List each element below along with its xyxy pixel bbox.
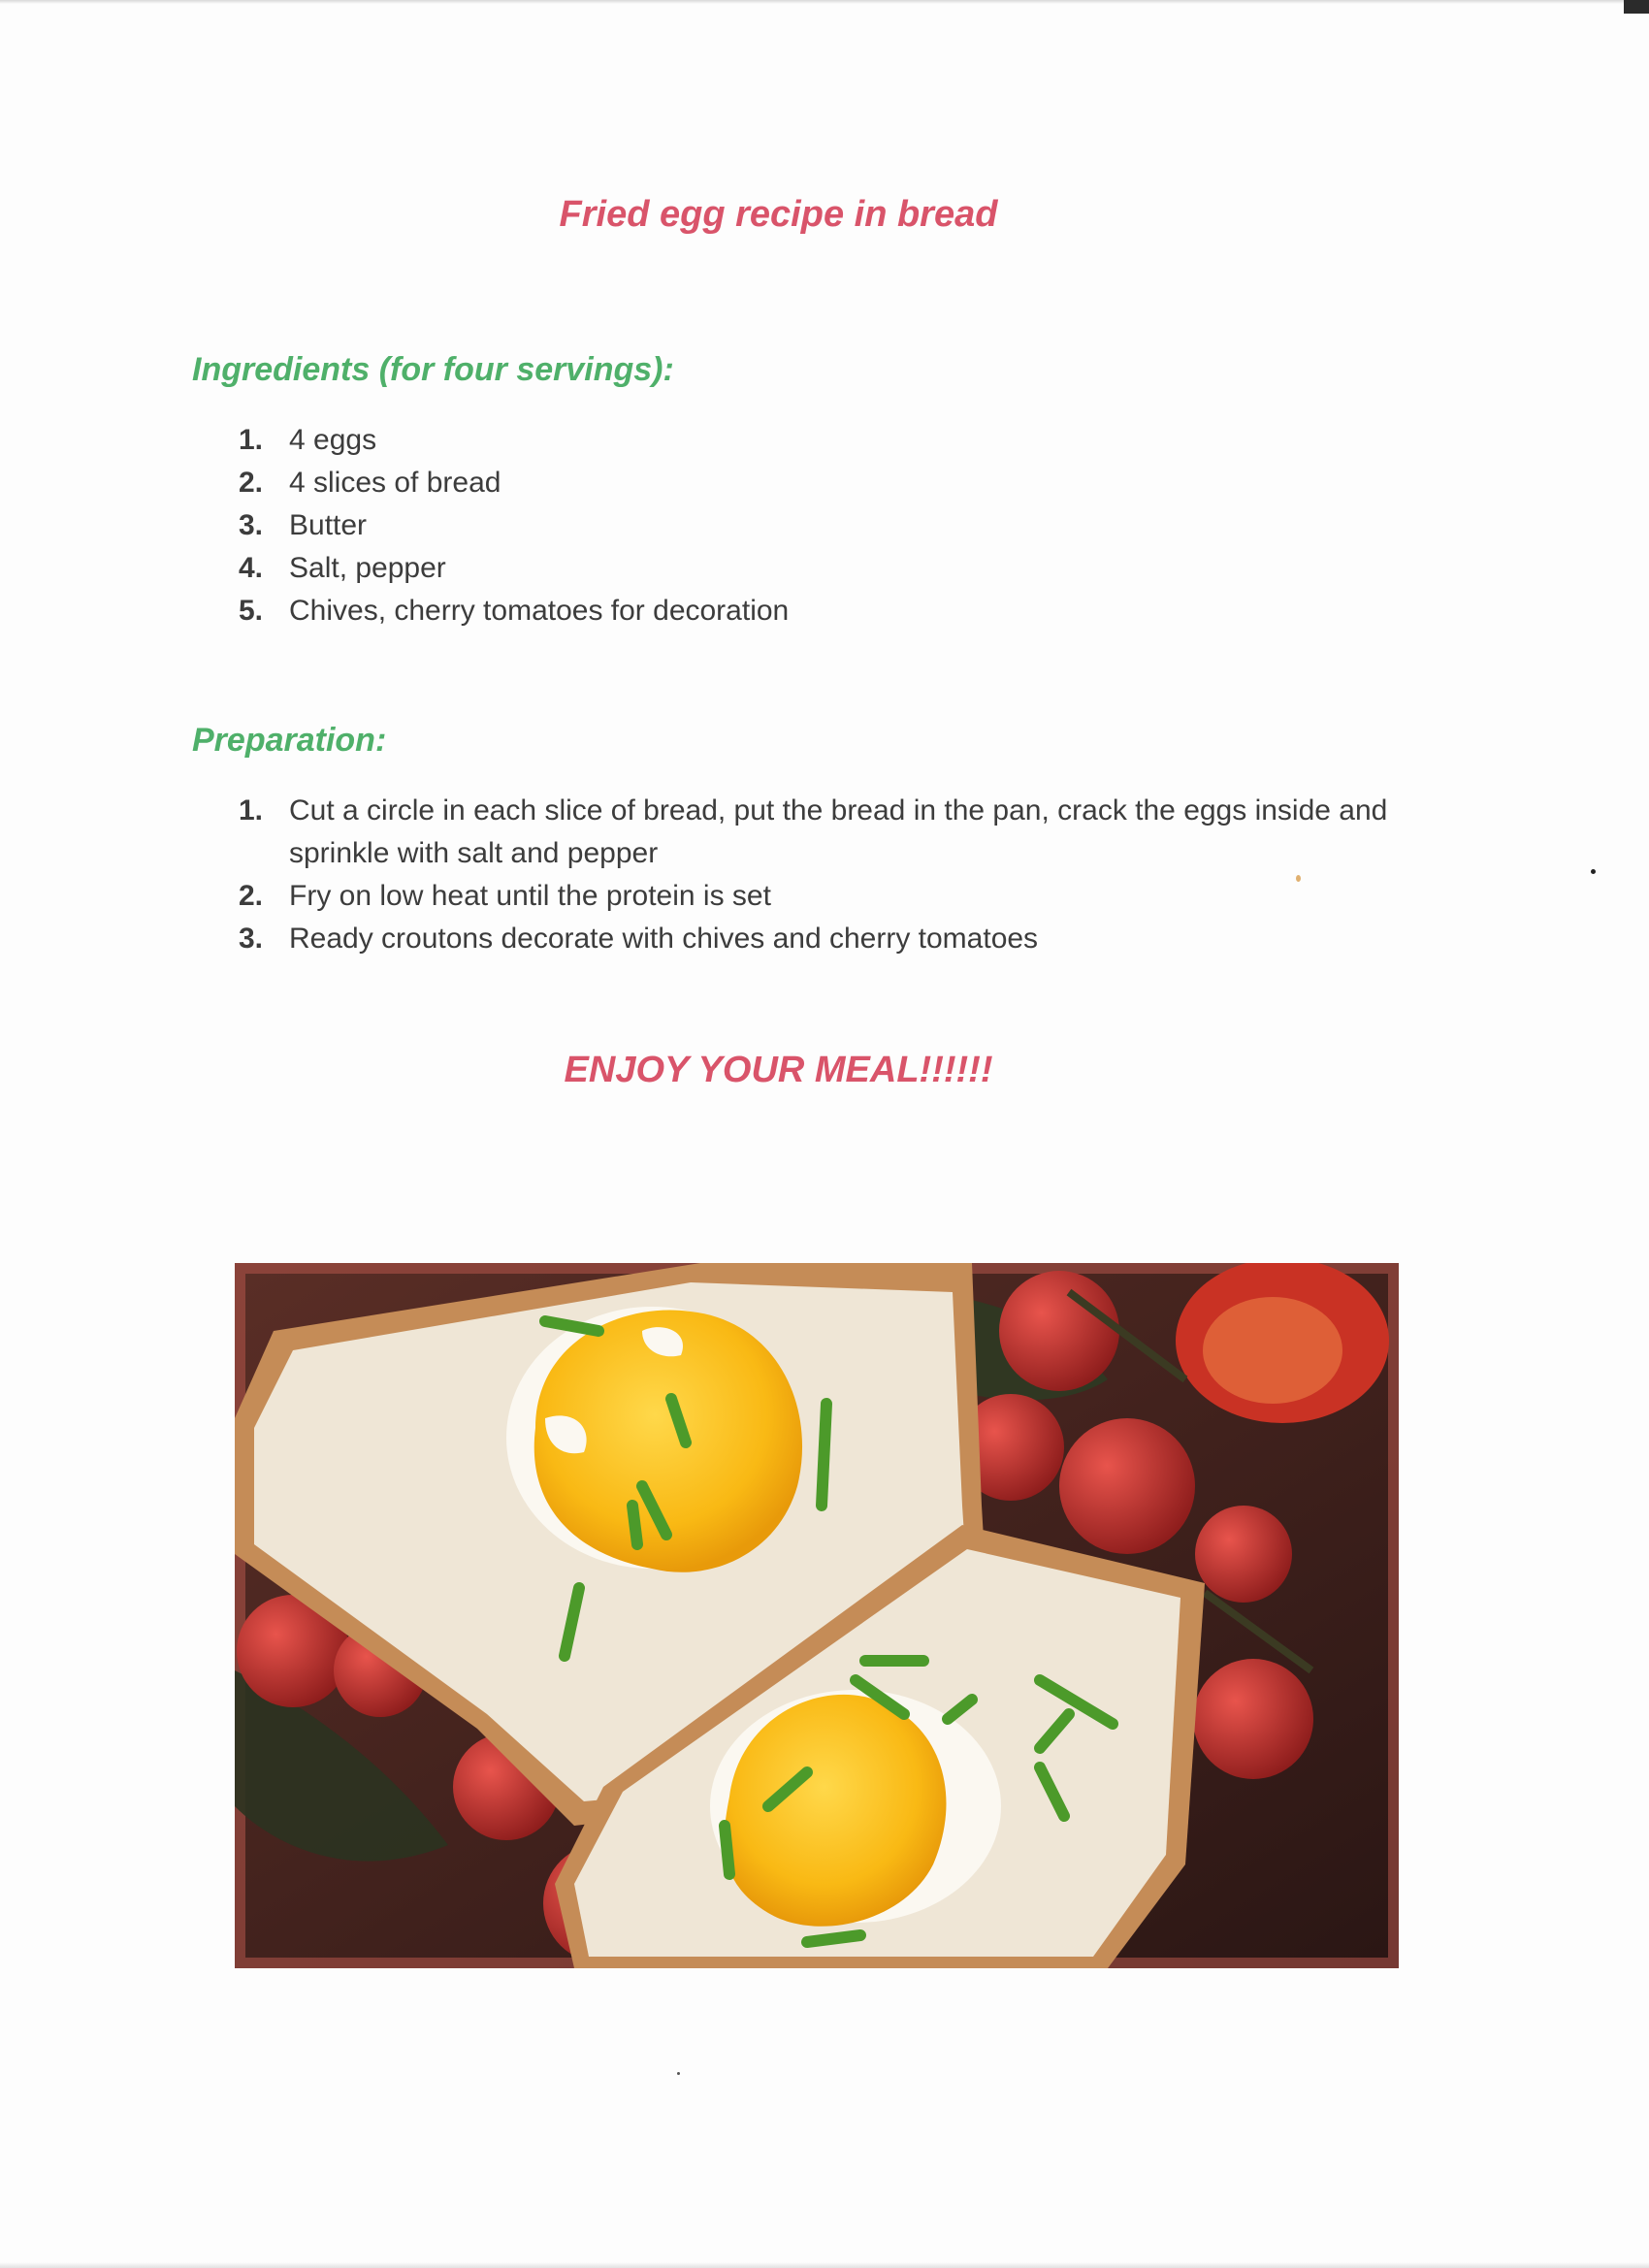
chive bbox=[632, 1506, 637, 1544]
preparation-heading: Preparation: bbox=[192, 722, 387, 759]
list-item bbox=[239, 790, 1403, 875]
step-text: Ready croutons decorate with chives and cherry tomatoes bbox=[289, 923, 1039, 955]
list-item bbox=[239, 918, 1403, 960]
item-text: Chives, cherry tomatoes for decoration bbox=[289, 595, 790, 627]
scan-speck bbox=[1591, 869, 1596, 874]
cherry-tomato bbox=[1193, 1659, 1313, 1779]
ingredients-heading: Ingredients (for four servings): bbox=[192, 351, 674, 388]
cherry-tomato bbox=[1059, 1418, 1195, 1554]
chive bbox=[807, 1935, 860, 1942]
scan-corner-mark bbox=[1624, 0, 1649, 14]
item-number: 2. bbox=[239, 467, 264, 499]
item-number: 5. bbox=[239, 595, 264, 627]
step-number: 2. bbox=[239, 880, 264, 912]
list-item bbox=[239, 462, 789, 504]
item-text: Salt, pepper bbox=[289, 552, 446, 584]
list-item bbox=[239, 547, 789, 590]
item-number: 1. bbox=[239, 424, 264, 456]
cherry-tomato bbox=[999, 1271, 1119, 1391]
chive bbox=[822, 1404, 826, 1506]
fried-egg-photo bbox=[235, 1263, 1399, 1968]
list-item bbox=[239, 504, 789, 547]
chive bbox=[725, 1826, 729, 1874]
cherry-tomato bbox=[1195, 1506, 1292, 1603]
preparation-steps bbox=[239, 790, 1403, 960]
tomato-inner bbox=[1203, 1297, 1342, 1404]
item-number: 4. bbox=[239, 552, 264, 584]
scan-speck bbox=[677, 2072, 680, 2075]
list-item bbox=[239, 419, 789, 462]
list-item bbox=[239, 875, 1403, 918]
fried-egg-illustration bbox=[235, 1263, 1399, 1968]
step-number: 3. bbox=[239, 923, 264, 955]
item-text: 4 slices of bread bbox=[289, 467, 501, 499]
step-text: Fry on low heat until the protein is set bbox=[289, 880, 771, 912]
ingredients-list bbox=[239, 419, 789, 632]
scan-bottom-edge bbox=[0, 2262, 1649, 2268]
step-number: 1. bbox=[239, 794, 264, 826]
recipe-title: Fried egg recipe in bread bbox=[559, 194, 998, 235]
list-item bbox=[239, 590, 789, 632]
item-text: Butter bbox=[289, 509, 368, 541]
enjoy-your-meal: ENJOY YOUR MEAL!!!!!! bbox=[564, 1050, 993, 1090]
scan-top-edge bbox=[0, 0, 1649, 4]
item-text: 4 eggs bbox=[289, 424, 377, 456]
item-number: 3. bbox=[239, 509, 264, 541]
step-text: Cut a circle in each slice of bread, put the bread in the pan, crack the eggs inside and sprinkle with salt and pepper bbox=[289, 794, 1388, 869]
